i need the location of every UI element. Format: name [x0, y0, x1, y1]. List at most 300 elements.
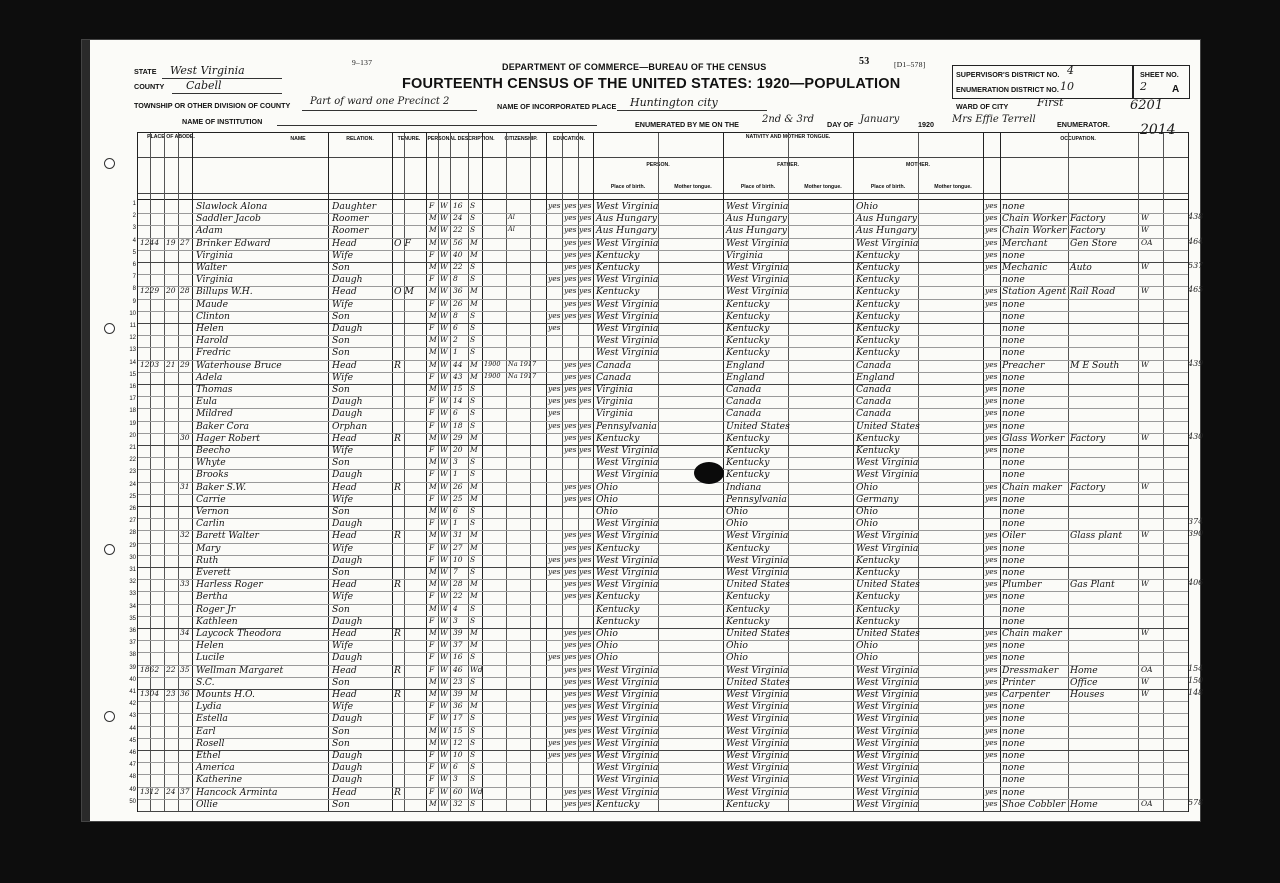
relation-cell: Head: [332, 664, 357, 676]
marital-cell: S: [470, 676, 476, 686]
employer-cell: W: [1141, 579, 1149, 589]
mother-birthplace-cell: Kentucky: [856, 323, 900, 334]
sex-cell: F: [429, 518, 435, 528]
sex-cell: F: [429, 408, 435, 418]
line-number: 8: [132, 286, 136, 293]
relation-cell: Daugh: [332, 469, 363, 481]
dwelling-number-cell: 27: [180, 237, 190, 247]
age-cell: 26: [453, 298, 463, 308]
sex-cell: F: [429, 713, 435, 723]
name-cell: Maude: [196, 298, 229, 310]
speaks-english-cell: yes: [985, 359, 998, 369]
table-row: [129, 579, 1188, 592]
father-birthplace-cell: Kentucky: [726, 323, 770, 334]
ward-value: First: [1037, 96, 1064, 109]
industry-cell: Home: [1070, 664, 1098, 676]
color-cell: W: [440, 603, 448, 613]
school-cell: yes: [548, 652, 561, 662]
margin-annotation: 430: [1188, 431, 1204, 441]
father-birthplace-cell: West Virginia: [726, 737, 789, 749]
line-number: 2: [132, 213, 136, 220]
read-cell: yes: [564, 542, 577, 552]
tenure-cell: R: [394, 359, 401, 371]
color-cell: W: [440, 737, 448, 747]
relation-cell: Son: [332, 603, 350, 615]
institution-label: NAME OF INSTITUTION: [182, 117, 263, 126]
father-birthplace-cell: Kentucky: [726, 591, 770, 603]
color-cell: W: [440, 591, 448, 601]
occupation-cell: none: [1002, 750, 1025, 761]
name-cell: Ollie: [196, 798, 218, 810]
occupation-cell: none: [1002, 249, 1025, 261]
table-row: [129, 347, 1188, 360]
industry-cell: Factory: [1070, 481, 1106, 493]
sex-cell: F: [429, 542, 435, 552]
mother-birthplace-cell: Kentucky: [856, 445, 900, 456]
father-birthplace-cell: Canada: [726, 408, 762, 420]
table-row: [129, 506, 1188, 519]
occupation-cell: none: [1002, 603, 1025, 615]
employer-cell: W: [1141, 530, 1149, 540]
tenure-cell: O M: [394, 286, 414, 298]
father-birthplace-cell: West Virginia: [726, 664, 789, 676]
age-cell: 31: [453, 530, 463, 540]
color-cell: W: [440, 676, 448, 686]
read-cell: yes: [564, 310, 577, 320]
write-cell: yes: [579, 225, 592, 235]
speaks-english-cell: yes: [985, 652, 998, 662]
birthplace-cell: Kentucky: [596, 798, 640, 810]
relation-cell: Son: [332, 567, 350, 578]
sex-cell: M: [429, 676, 437, 686]
age-cell: 15: [453, 725, 463, 735]
group-name: NAME: [290, 136, 306, 142]
read-cell: yes: [564, 554, 577, 564]
relation-cell: Wife: [332, 542, 354, 554]
birthplace-cell: Virginia: [596, 396, 633, 408]
relation-cell: Son: [332, 384, 350, 395]
tenure-cell: R: [394, 689, 401, 700]
age-cell: 40: [453, 249, 463, 259]
read-cell: yes: [564, 359, 577, 369]
sex-cell: F: [429, 371, 435, 381]
occupation-cell: none: [1002, 335, 1025, 347]
age-cell: 1: [453, 518, 458, 528]
marital-cell: S: [470, 567, 476, 576]
speaks-english-cell: yes: [985, 786, 998, 796]
birthplace-cell: West Virginia: [596, 579, 659, 591]
father-birthplace-cell: West Virginia: [726, 554, 789, 566]
read-cell: yes: [564, 737, 577, 747]
read-cell: yes: [564, 701, 577, 711]
relation-cell: Daughter: [332, 201, 377, 212]
relation-cell: Head: [332, 432, 357, 444]
color-cell: W: [440, 359, 448, 369]
name-cell: Ethel: [196, 750, 221, 761]
relation-cell: Wife: [332, 445, 354, 456]
naturalized-cell: Al: [508, 213, 515, 222]
employer-cell: W: [1141, 225, 1149, 235]
immigration-year-cell: 1900: [484, 359, 501, 368]
table-row: [129, 701, 1188, 714]
line-number: 50: [129, 798, 136, 805]
age-cell: 3: [453, 457, 458, 467]
sex-cell: F: [429, 274, 435, 284]
father-birthplace-cell: West Virginia: [726, 274, 789, 286]
mother-birthplace-cell: Ohio: [856, 640, 878, 652]
marital-cell: S: [470, 737, 476, 747]
color-cell: W: [440, 518, 448, 528]
birthplace-cell: West Virginia: [596, 518, 659, 530]
birthplace-cell: West Virginia: [596, 737, 659, 749]
sex-cell: M: [429, 457, 437, 467]
father-birthplace-cell: United States: [726, 579, 790, 591]
occupation-cell: none: [1002, 506, 1025, 517]
mother-birthplace-cell: West Virginia: [856, 676, 919, 688]
table-row: [129, 432, 1188, 446]
line-number: 13: [129, 347, 136, 354]
table-row: [129, 310, 1188, 324]
relation-cell: Orphan: [332, 420, 368, 432]
mother-birthplace-cell: Canada: [856, 408, 892, 420]
employer-cell: OA: [1141, 664, 1153, 674]
employer-cell: W: [1141, 676, 1149, 686]
read-cell: yes: [564, 664, 577, 674]
occupation-cell: none: [1002, 640, 1025, 652]
dwelling-number-cell: 34: [180, 628, 190, 637]
subgroup-person: PERSON.: [646, 162, 670, 168]
line-number: 11: [129, 323, 136, 329]
father-birthplace-cell: Kentucky: [726, 615, 770, 627]
school-cell: yes: [548, 384, 561, 393]
name-cell: Hager Robert: [196, 432, 260, 444]
occupation-cell: none: [1002, 786, 1025, 798]
line-number: 30: [129, 554, 136, 561]
occupation-cell: none: [1002, 384, 1025, 395]
birthplace-cell: West Virginia: [596, 689, 659, 700]
sex-cell: M: [429, 286, 437, 296]
relation-cell: Wife: [332, 701, 354, 713]
group-citizenship: CITIZENSHIP.: [504, 136, 538, 142]
employer-cell: W: [1141, 262, 1149, 271]
mother-birthplace-cell: Ohio: [856, 506, 878, 517]
sex-cell: F: [429, 396, 435, 406]
read-cell: yes: [564, 432, 577, 442]
marital-cell: M: [470, 591, 478, 601]
father-birthplace-cell: West Virginia: [726, 786, 789, 798]
birthplace-cell: Kentucky: [596, 542, 640, 554]
birthplace-cell: Ohio: [596, 481, 618, 493]
father-birthplace-cell: England: [726, 359, 765, 371]
mother-pob-head: Place of birth.: [870, 184, 906, 190]
sex-cell: M: [429, 725, 437, 735]
name-cell: Fredric: [196, 347, 231, 359]
margin-annotation: 537: [1188, 261, 1204, 270]
mother-birthplace-cell: Aus Hungary: [856, 225, 917, 237]
line-number: 37: [129, 640, 136, 647]
mother-birthplace-cell: United States: [856, 579, 920, 591]
sheet-label: SHEET NO.: [1140, 70, 1179, 79]
age-cell: 16: [453, 201, 463, 210]
employer-cell: W: [1141, 213, 1149, 223]
tenure-cell: R: [394, 530, 401, 542]
marital-cell: S: [470, 615, 476, 625]
mother-birthplace-cell: Ohio: [856, 518, 878, 530]
birthplace-cell: Virginia: [596, 408, 633, 420]
line-number: 26: [129, 506, 136, 512]
day-of-label: DAY OF: [827, 120, 854, 129]
mother-birthplace-cell: Kentucky: [856, 286, 900, 298]
sex-cell: M: [429, 432, 437, 442]
margin-annotation: 150: [1188, 675, 1204, 685]
age-cell: 8: [453, 274, 458, 284]
birthplace-cell: West Virginia: [596, 457, 659, 469]
occupation-cell: Chain maker: [1002, 481, 1062, 493]
table-row: [129, 371, 1188, 385]
marital-cell: M: [470, 371, 478, 381]
age-cell: 56: [453, 237, 463, 247]
sex-cell: M: [429, 310, 437, 320]
color-cell: W: [440, 213, 448, 223]
age-cell: 39: [453, 628, 463, 637]
school-cell: yes: [548, 323, 561, 332]
read-cell: yes: [564, 420, 577, 430]
group-place-of-abode: PLACE OF ABODE.: [147, 134, 195, 140]
read-cell: yes: [564, 689, 577, 698]
table-row: [132, 249, 1188, 263]
relation-cell: Head: [332, 286, 357, 298]
speaks-english-cell: yes: [985, 384, 998, 393]
mother-birthplace-cell: Canada: [856, 384, 892, 395]
mother-birthplace-cell: United States: [856, 628, 920, 639]
supervisor-value: 4: [1067, 64, 1074, 77]
age-cell: 14: [453, 396, 463, 406]
birthplace-cell: Canada: [596, 359, 632, 371]
table-row: [129, 554, 1188, 568]
sex-cell: F: [429, 298, 435, 308]
tenure-cell: R: [394, 786, 401, 798]
county-label: COUNTY: [134, 82, 165, 91]
industry-cell: Factory: [1070, 225, 1106, 237]
relation-cell: Son: [332, 725, 350, 737]
house-number-cell: 23: [166, 689, 176, 698]
marital-cell: S: [470, 335, 476, 345]
table-row: [129, 713, 1188, 726]
township-label: TOWNSHIP OR OTHER DIVISION OF COUNTY: [134, 101, 291, 110]
immigration-year-cell: 1900: [484, 371, 501, 380]
write-cell: yes: [579, 530, 592, 540]
table-row: [129, 542, 1188, 556]
relation-cell: Son: [332, 310, 350, 322]
father-birthplace-cell: Aus Hungary: [726, 213, 787, 225]
dwelling-number-cell: 36: [180, 689, 190, 698]
birthplace-cell: West Virginia: [596, 274, 659, 286]
margin-annotation: 439: [1188, 358, 1204, 368]
sex-cell: M: [429, 481, 437, 491]
mother-birthplace-cell: Canada: [856, 396, 892, 408]
occupation-cell: none: [1002, 554, 1025, 566]
line-number: 21: [129, 445, 136, 451]
write-cell: yes: [579, 750, 592, 759]
mother-birthplace-cell: West Virginia: [856, 530, 919, 542]
color-cell: W: [440, 371, 448, 381]
relation-cell: Wife: [332, 493, 354, 505]
sex-cell: F: [429, 762, 435, 772]
group-personal: PERSONAL DESCRIPTION.: [427, 136, 495, 142]
school-cell: yes: [548, 201, 561, 210]
occupation-cell: none: [1002, 457, 1025, 469]
enumerator-name: Mrs Effie Terrell: [952, 114, 1036, 125]
line-number: 41: [129, 689, 136, 695]
mother-birthplace-cell: Kentucky: [856, 298, 900, 310]
relation-cell: Head: [332, 237, 357, 249]
table-row: [129, 518, 1188, 531]
margin-annotation: 390: [1188, 529, 1204, 539]
birthplace-cell: West Virginia: [596, 676, 659, 688]
name-cell: Hancock Arminta: [196, 786, 278, 798]
mother-birthplace-cell: West Virginia: [856, 750, 919, 761]
line-number: 39: [129, 664, 136, 671]
table-row: [129, 493, 1188, 507]
street-cell: 1862: [140, 664, 160, 674]
industry-cell: Glass plant: [1070, 530, 1123, 542]
write-cell: yes: [579, 213, 592, 223]
birthplace-cell: Kentucky: [596, 432, 640, 444]
table-row: [129, 384, 1188, 397]
father-tongue-head: Mother tongue.: [804, 184, 842, 190]
line-number: 42: [129, 701, 136, 708]
school-cell: yes: [548, 310, 561, 320]
write-cell: yes: [579, 737, 592, 747]
speaks-english-cell: yes: [985, 396, 998, 406]
naturalized-cell: Na 1917: [508, 359, 537, 368]
read-cell: yes: [564, 579, 577, 589]
write-cell: yes: [579, 493, 592, 503]
speaks-english-cell: yes: [985, 298, 998, 308]
age-cell: 1: [453, 347, 458, 357]
occupation-cell: Chain Worker: [1002, 225, 1067, 237]
name-cell: Mounts H.O.: [196, 689, 255, 700]
age-cell: 17: [453, 713, 463, 723]
occupation-cell: Oiler: [1002, 530, 1026, 542]
occupation-cell: Chain Worker: [1002, 213, 1067, 225]
table-row: [129, 481, 1188, 495]
sex-cell: M: [429, 689, 437, 698]
marital-cell: M: [470, 701, 478, 711]
mother-birthplace-cell: Kentucky: [856, 347, 900, 359]
mother-birthplace-cell: West Virginia: [856, 774, 919, 786]
line-number: 18: [129, 408, 136, 415]
mother-birthplace-cell: West Virginia: [856, 701, 919, 713]
enumerator-label: ENUMERATOR.: [1057, 120, 1110, 129]
color-cell: W: [440, 774, 448, 784]
state-value: West Virginia: [170, 64, 245, 77]
marital-cell: M: [470, 359, 478, 369]
table-row: [129, 640, 1188, 653]
speaks-english-cell: yes: [985, 213, 998, 223]
name-cell: Waterhouse Bruce: [196, 359, 282, 371]
age-cell: 10: [453, 750, 463, 759]
margin-annotation: 464: [1188, 236, 1204, 246]
write-cell: yes: [579, 420, 592, 430]
father-birthplace-cell: Ohio: [726, 518, 748, 530]
marital-cell: S: [470, 762, 476, 772]
color-cell: W: [440, 725, 448, 735]
read-cell: yes: [564, 237, 577, 247]
name-cell: Helen: [196, 323, 224, 334]
table-row: [132, 262, 1188, 275]
age-cell: 43: [453, 371, 463, 381]
father-birthplace-cell: West Virginia: [726, 689, 789, 700]
age-cell: 10: [453, 554, 463, 564]
line-number: 43: [129, 713, 136, 720]
line-number: 20: [129, 432, 136, 439]
form-code-top: 9–137: [352, 58, 373, 67]
write-cell: yes: [579, 554, 592, 564]
read-cell: yes: [564, 640, 577, 650]
scan-edge-shadow: [82, 40, 90, 821]
birthplace-cell: West Virginia: [596, 701, 659, 713]
relation-cell: Daugh: [332, 408, 363, 420]
write-cell: yes: [579, 249, 592, 259]
table-row: [129, 591, 1188, 604]
birthplace-cell: West Virginia: [596, 335, 659, 347]
occupation-cell: none: [1002, 591, 1025, 603]
relation-cell: Daugh: [332, 774, 363, 786]
employer-cell: W: [1141, 359, 1149, 369]
color-cell: W: [440, 640, 448, 650]
read-cell: yes: [564, 567, 577, 576]
write-cell: yes: [579, 432, 592, 442]
relation-cell: Daugh: [332, 518, 363, 530]
name-cell: Thomas: [196, 384, 233, 395]
line-number: 27: [129, 518, 136, 525]
color-cell: W: [440, 750, 448, 759]
margin-annotation: 406: [1188, 578, 1204, 588]
color-cell: W: [440, 615, 448, 625]
marital-cell: M: [470, 542, 478, 552]
margin-annotation: 148: [1188, 688, 1204, 697]
marital-cell: S: [470, 798, 476, 808]
name-cell: Helen: [196, 640, 224, 652]
sex-cell: M: [429, 225, 437, 235]
line-number: 17: [129, 396, 136, 403]
father-birthplace-cell: Kentucky: [726, 298, 770, 310]
color-cell: W: [440, 457, 448, 467]
line-number: 3: [132, 225, 136, 232]
line-number: 16: [129, 384, 136, 390]
speaks-english-cell: yes: [985, 567, 998, 576]
birthplace-cell: Ohio: [596, 493, 618, 505]
color-cell: W: [440, 274, 448, 284]
father-birthplace-cell: West Virginia: [726, 530, 789, 542]
state-label: STATE: [134, 67, 157, 76]
line-number: 34: [129, 603, 136, 610]
birthplace-cell: Ohio: [596, 652, 618, 664]
color-cell: W: [440, 689, 448, 698]
mother-birthplace-cell: West Virginia: [856, 725, 919, 737]
form-number: [D1–578]: [894, 60, 926, 69]
marital-cell: M: [470, 579, 478, 589]
age-cell: 26: [453, 481, 463, 491]
color-cell: W: [440, 579, 448, 589]
age-cell: 12: [453, 737, 463, 747]
occupation-cell: none: [1002, 652, 1025, 664]
relation-cell: Wife: [332, 591, 354, 603]
name-cell: Billups W.H.: [196, 286, 253, 298]
write-cell: yes: [579, 786, 592, 796]
marital-cell: S: [470, 554, 476, 564]
